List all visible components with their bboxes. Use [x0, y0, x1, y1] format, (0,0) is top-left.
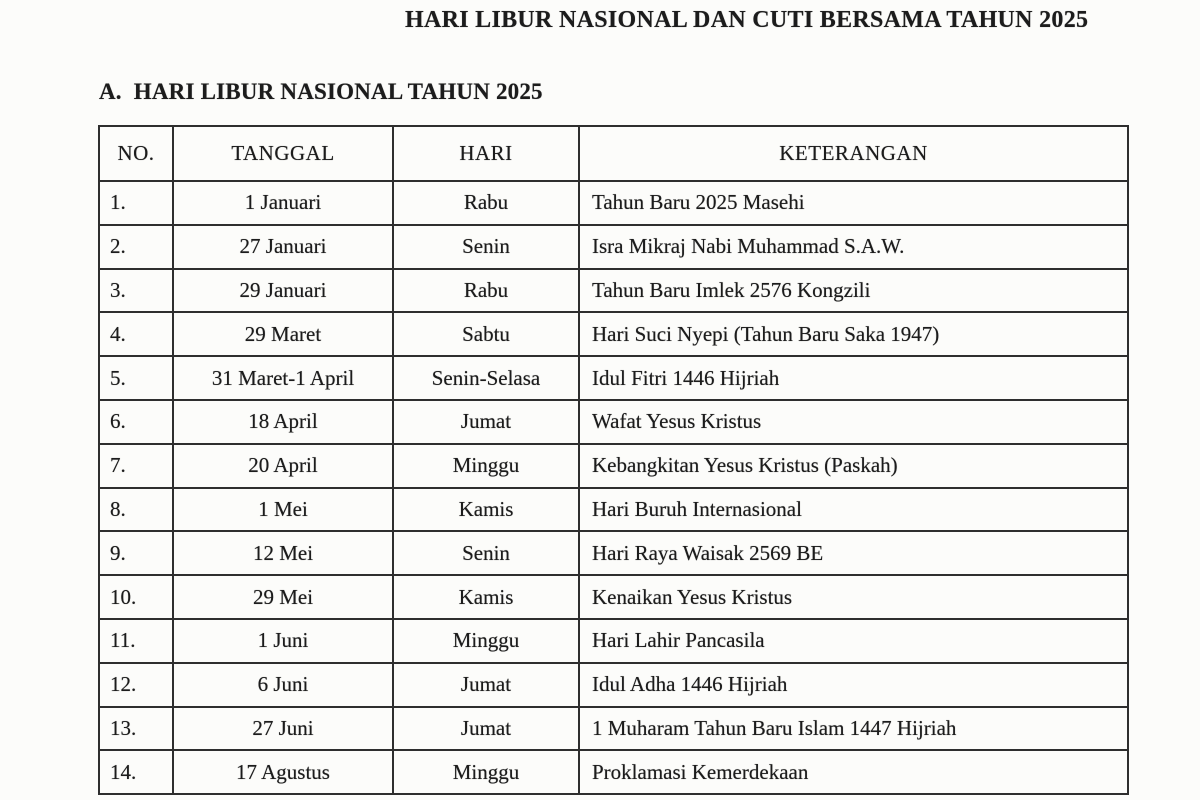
cell-no: 10.	[99, 575, 173, 619]
header-tanggal: TANGGAL	[173, 126, 393, 181]
cell-keterangan: Idul Adha 1446 Hijriah	[579, 663, 1128, 707]
table-row	[99, 356, 1128, 400]
cell-tanggal: 17 Agustus	[173, 750, 393, 794]
cell-hari: Jumat	[393, 707, 579, 751]
cell-hari: Senin	[393, 531, 579, 575]
cell-keterangan: Tahun Baru Imlek 2576 Kongzili	[579, 269, 1128, 313]
cell-hari: Jumat	[393, 663, 579, 707]
cell-keterangan: Hari Lahir Pancasila	[579, 619, 1128, 663]
table-row	[99, 663, 1128, 707]
cell-no: 7.	[99, 444, 173, 488]
table-row	[99, 312, 1128, 356]
cell-hari: Minggu	[393, 619, 579, 663]
cell-no: 2.	[99, 225, 173, 269]
table-row	[99, 619, 1128, 663]
cell-no: 8.	[99, 488, 173, 532]
table-row	[99, 707, 1128, 751]
header-hari: HARI	[393, 126, 579, 181]
cell-keterangan: Kenaikan Yesus Kristus	[579, 575, 1128, 619]
document-title: HARI LIBUR NASIONAL DAN CUTI BERSAMA TAHUN 2025	[405, 7, 1089, 33]
cell-no: 5.	[99, 356, 173, 400]
cell-hari: Jumat	[393, 400, 579, 444]
table-row	[99, 400, 1128, 444]
cell-no: 6.	[99, 400, 173, 444]
cell-keterangan: Wafat Yesus Kristus	[579, 400, 1128, 444]
header-keterangan: KETERANGAN	[579, 126, 1128, 181]
cell-keterangan: Tahun Baru 2025 Masehi	[579, 181, 1128, 225]
cell-hari: Senin-Selasa	[393, 356, 579, 400]
table-row	[99, 225, 1128, 269]
table-row	[99, 488, 1128, 532]
cell-keterangan: Hari Raya Waisak 2569 BE	[579, 531, 1128, 575]
cell-tanggal: 6 Juni	[173, 663, 393, 707]
cell-hari: Senin	[393, 225, 579, 269]
cell-no: 14.	[99, 750, 173, 794]
cell-no: 9.	[99, 531, 173, 575]
cell-keterangan: Hari Suci Nyepi (Tahun Baru Saka 1947)	[579, 312, 1128, 356]
cell-tanggal: 27 Juni	[173, 707, 393, 751]
cell-no: 3.	[99, 269, 173, 313]
table-row	[99, 444, 1128, 488]
cell-hari: Rabu	[393, 269, 579, 313]
holiday-table	[98, 125, 1129, 795]
cell-no: 12.	[99, 663, 173, 707]
cell-no: 11.	[99, 619, 173, 663]
holiday-table-body	[99, 181, 1128, 794]
cell-keterangan: Proklamasi Kemerdekaan	[579, 750, 1128, 794]
section-label: A.	[99, 79, 122, 104]
cell-tanggal: 29 Maret	[173, 312, 393, 356]
cell-hari: Minggu	[393, 750, 579, 794]
cell-hari: Minggu	[393, 444, 579, 488]
cell-tanggal: 27 Januari	[173, 225, 393, 269]
cell-keterangan: Idul Fitri 1446 Hijriah	[579, 356, 1128, 400]
cell-hari: Rabu	[393, 181, 579, 225]
cell-tanggal: 1 Juni	[173, 619, 393, 663]
table-row	[99, 531, 1128, 575]
cell-no: 4.	[99, 312, 173, 356]
table-row	[99, 575, 1128, 619]
cell-tanggal: 20 April	[173, 444, 393, 488]
section-heading	[99, 79, 543, 105]
table-row	[99, 181, 1128, 225]
table-row	[99, 750, 1128, 794]
cell-hari: Kamis	[393, 575, 579, 619]
cell-tanggal: 29 Mei	[173, 575, 393, 619]
cell-tanggal: 31 Maret-1 April	[173, 356, 393, 400]
cell-no: 1.	[99, 181, 173, 225]
cell-tanggal: 29 Januari	[173, 269, 393, 313]
table-row	[99, 269, 1128, 313]
cell-tanggal: 18 April	[173, 400, 393, 444]
section-heading-text: HARI LIBUR NASIONAL TAHUN 2025	[133, 79, 543, 104]
cell-no: 13.	[99, 707, 173, 751]
cell-keterangan: Kebangkitan Yesus Kristus (Paskah)	[579, 444, 1128, 488]
cell-keterangan: Hari Buruh Internasional	[579, 488, 1128, 532]
cell-keterangan: Isra Mikraj Nabi Muhammad S.A.W.	[579, 225, 1128, 269]
cell-hari: Sabtu	[393, 312, 579, 356]
cell-tanggal: 1 Mei	[173, 488, 393, 532]
header-row	[99, 126, 1128, 181]
cell-tanggal: 1 Januari	[173, 181, 393, 225]
header-no: NO.	[99, 126, 173, 181]
cell-tanggal: 12 Mei	[173, 531, 393, 575]
cell-keterangan: 1 Muharam Tahun Baru Islam 1447 Hijriah	[579, 707, 1128, 751]
holiday-table-header	[99, 126, 1128, 181]
cell-hari: Kamis	[393, 488, 579, 532]
